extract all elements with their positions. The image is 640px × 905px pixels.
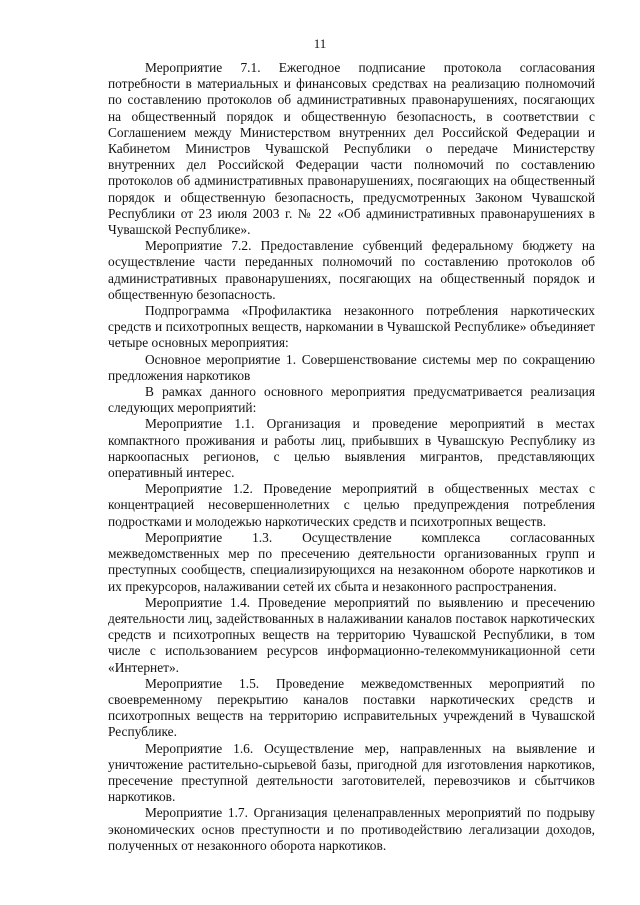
- paragraph-subprogram-intro: Подпрограмма «Профилактика незаконного потребления наркотических средств и психотропных веществ, наркомании в Чувашской Республике» объединяет четыре основных мероприятия:: [108, 303, 595, 351]
- paragraph-measure-1-3: Мероприятие 1.3. Осуществление комплекса согласованных межведомственных мер по пресечению деятельности организованных групп и преступных сообществ, специализирующихся на незаконном обороте наркотиков и их прекурсоров, налаживании сетей их сбыта и незаконного распространения.: [108, 529, 595, 594]
- paragraph-measure-1-5: Мероприятие 1.5. Проведение межведомственных мероприятий по своевременному перекрытию каналов поставки наркотических средств и психотропных веществ на территорию исправительных учреждений в Чувашской Республике.: [108, 675, 595, 740]
- paragraph-measure-7-1: Мероприятие 7.1. Ежегодное подписание протокола согласования потребности в материальных и финансовых средствах на реализацию полномочий по составлению протоколов об административных правонарушениях, посягающих на общественный порядок и общественную безопасность, в соответствии с Соглашением между Министерством внутренних дел Российской Федерации и Кабинетом Министров Чувашской Республики о передаче Министерству внутренних дел Российской Федерации части полномочий по составлению протоколов об административных правонарушениях, посягающих на общественный порядок и общественную безопасность, предусмотренных Законом Чувашской Республики от 23 июля 2003 г. № 22 «Об административных правонарушениях в Чувашской Республике».: [108, 60, 595, 238]
- paragraph-measure-1-7: Мероприятие 1.7. Организация целенаправленных мероприятий по подрыву экономических основ преступности и по противодействию легализации доходов, полученных от незаконного оборота наркотиков.: [108, 805, 595, 853]
- paragraph-main-measure-1: Основное мероприятие 1. Совершенствование системы мер по сокращению предложения наркотиков: [108, 351, 595, 383]
- paragraph-measure-1-6: Мероприятие 1.6. Осуществление мер, направленных на выявление и уничтожение растительно-сырьевой базы, пригодной для изготовления наркотиков, пресечение преступной деятельности заготовителей, перевозчиков и сбытчиков наркотиков.: [108, 740, 595, 805]
- paragraph-measures-intro: В рамках данного основного мероприятия предусматривается реализация следующих мероприятий:: [108, 384, 595, 416]
- paragraph-measure-7-2: Мероприятие 7.2. Предоставление субвенций федеральному бюджету на осуществление части переданных полномочий по составлению протоколов об административных правонарушениях, посягающих на общественный порядок и общественную безопасность.: [108, 238, 595, 302]
- document-body: [108, 60, 595, 854]
- paragraph-measure-1-1: Мероприятие 1.1. Организация и проведение мероприятий в местах компактного проживания и работы лиц, прибывших в Чувашскую Республику из наркоопасных регионов, с целью выявления мигрантов, представляющих оперативный интерес.: [108, 416, 595, 481]
- page-number: 11: [313, 36, 327, 51]
- paragraph-measure-1-2: Мероприятие 1.2. Проведение мероприятий в общественных местах с концентрацией несовершеннолетних с целью предупреждения потребления подростками и молодежью наркотических средств и психотропных веществ.: [108, 481, 595, 529]
- paragraph-measure-1-4: Мероприятие 1.4. Проведение мероприятий по выявлению и пресечению деятельности лиц, задействованных в налаживании каналов поставок наркотических средств и психотропных веществ на территорию Чувашской Республики, в том числе с использованием ресурсов информационно-телекоммуникационной сети «Интернет».: [108, 594, 595, 675]
